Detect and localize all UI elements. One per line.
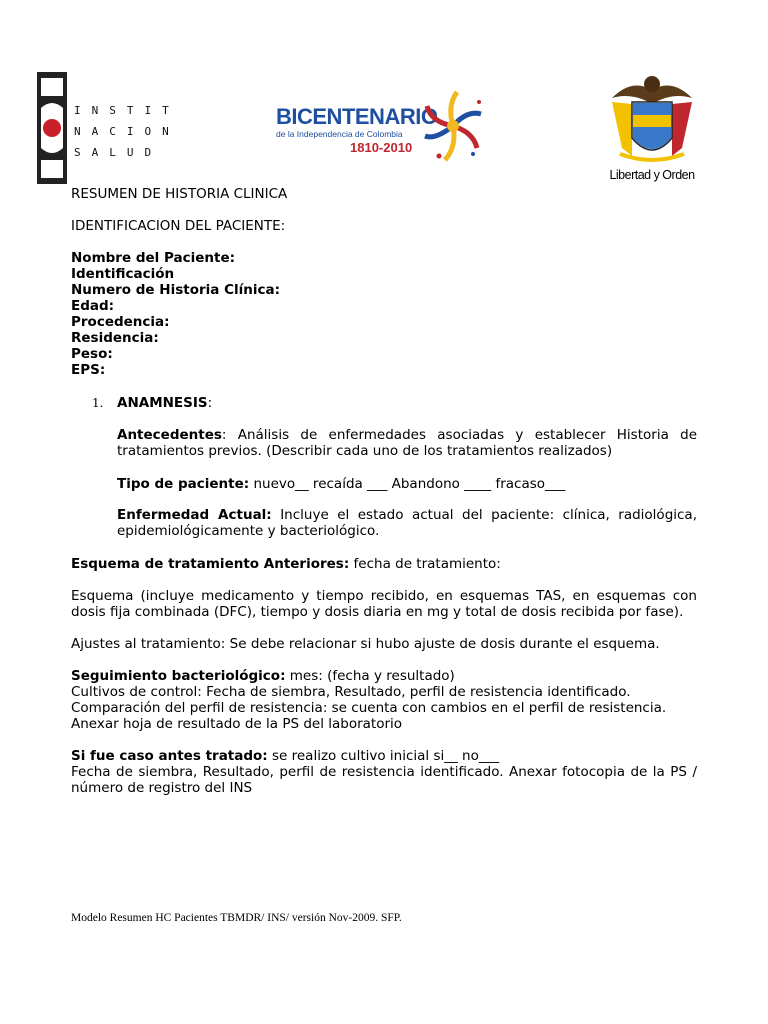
anamnesis-label-suffix: : [207, 395, 213, 411]
seguimiento-heading [71, 668, 697, 684]
enfermedad-actual-paragraph [117, 507, 697, 539]
anamnesis-label: ANAMNESIS [117, 395, 208, 411]
patient-section-title: IDENTIFICACION DEL PACIENTE: [71, 218, 286, 234]
tipo-paciente-label: Tipo de paciente: [117, 476, 250, 492]
caso-tratado-label-text: se realizo cultivo inicial si__ no___ [267, 748, 500, 764]
esquema-heading [71, 556, 697, 572]
esquema-label: Esquema de tratamiento Anteriores: [71, 556, 350, 572]
antecedentes-label: Antecedentes [117, 427, 222, 443]
coat-of-arms-icon [602, 68, 702, 166]
ins-emblem-icon [37, 72, 67, 184]
ins-line-3: SALUD [74, 146, 163, 159]
field-peso: Peso: [71, 346, 113, 362]
tipo-paciente-paragraph [117, 476, 697, 492]
field-nombre-paciente: Nombre del Paciente: [71, 250, 236, 266]
document-title: RESUMEN DE HISTORIA CLINICA [71, 186, 288, 202]
seguimiento-line-1: Cultivos de control: Fecha de siembra, Resultado, perfil de resistencia identificado. [71, 684, 631, 700]
antecedentes-text: : Análisis de enfermedades asociadas y establecer Historia de tratamientos previos. (Describir cada uno de los tratamientos realizados) [117, 427, 697, 459]
seguimiento-line-3: Anexar hoja de resultado de la PS del laboratorio [71, 716, 403, 732]
bicentenario-years: 1810-2010 [350, 140, 413, 155]
ins-logo [37, 72, 180, 184]
seguimiento-label-text: mes: (fecha y resultado) [285, 668, 455, 684]
enfermedad-actual-text: Incluye el estado actual del paciente: clínica, radiológica, epidemiológicamente y bacteriológico. [117, 507, 697, 539]
bicentenario-burst-icon [422, 88, 484, 166]
ins-line-1: INSTIT [74, 104, 180, 117]
esquema-label-text: fecha de tratamiento: [349, 556, 501, 572]
field-procedencia: Procedencia: [71, 314, 170, 330]
coat-of-arms [602, 68, 702, 186]
document-footer: Modelo Resumen HC Pacientes TBMDR/ INS/ versión Nov-2009. SFP. [71, 912, 402, 924]
field-eps: EPS: [71, 362, 106, 378]
seguimiento-line-2: Comparación del perfil de resistencia: se cuenta con cambios en el perfil de resistencia. [71, 700, 667, 716]
coat-of-arms-motto: Libertad y Orden [609, 168, 695, 182]
bicentenario-subtitle: de la Independencia de Colombia [276, 129, 403, 139]
ins-line-2: NACION [74, 125, 180, 138]
caso-tratado-paragraph: Fecha de siembra, Resultado, perfil de resistencia identificado. Anexar fotocopia de la PS / número de registro del INS [71, 764, 697, 796]
ins-wordmark [74, 100, 180, 163]
seguimiento-label: Seguimiento bacteriológico: [71, 668, 286, 684]
antecedentes-paragraph [117, 427, 697, 459]
enfermedad-actual-label: Enfermedad Actual: [117, 507, 272, 523]
field-residencia: Residencia: [71, 330, 159, 346]
caso-tratado-heading [71, 748, 697, 764]
field-edad: Edad: [71, 298, 115, 314]
anamnesis-heading [117, 395, 212, 411]
anamnesis-number: 1. [92, 396, 104, 410]
ajustes-paragraph: Ajustes al tratamiento: Se debe relacionar si hubo ajuste de dosis durante el esquema. [71, 636, 660, 652]
bicentenario-title: BICENTENARIO [276, 104, 438, 129]
bicentenario-logo [262, 84, 487, 168]
esquema-paragraph: Esquema (incluye medicamento y tiempo recibido, en esquemas TAS, en esquemas con dosis fija combinada (DFC), tiempo y dosis diaria en mg y total de dosis recibida por fase). [71, 588, 697, 620]
caso-tratado-label: Si fue caso antes tratado: [71, 748, 268, 764]
tipo-paciente-text: nuevo__ recaída ___ Abandono ____ fracaso___ [249, 476, 566, 492]
field-identificacion: Identificación [71, 266, 175, 282]
field-historia-clinica: Numero de Historia Clínica: [71, 282, 280, 298]
